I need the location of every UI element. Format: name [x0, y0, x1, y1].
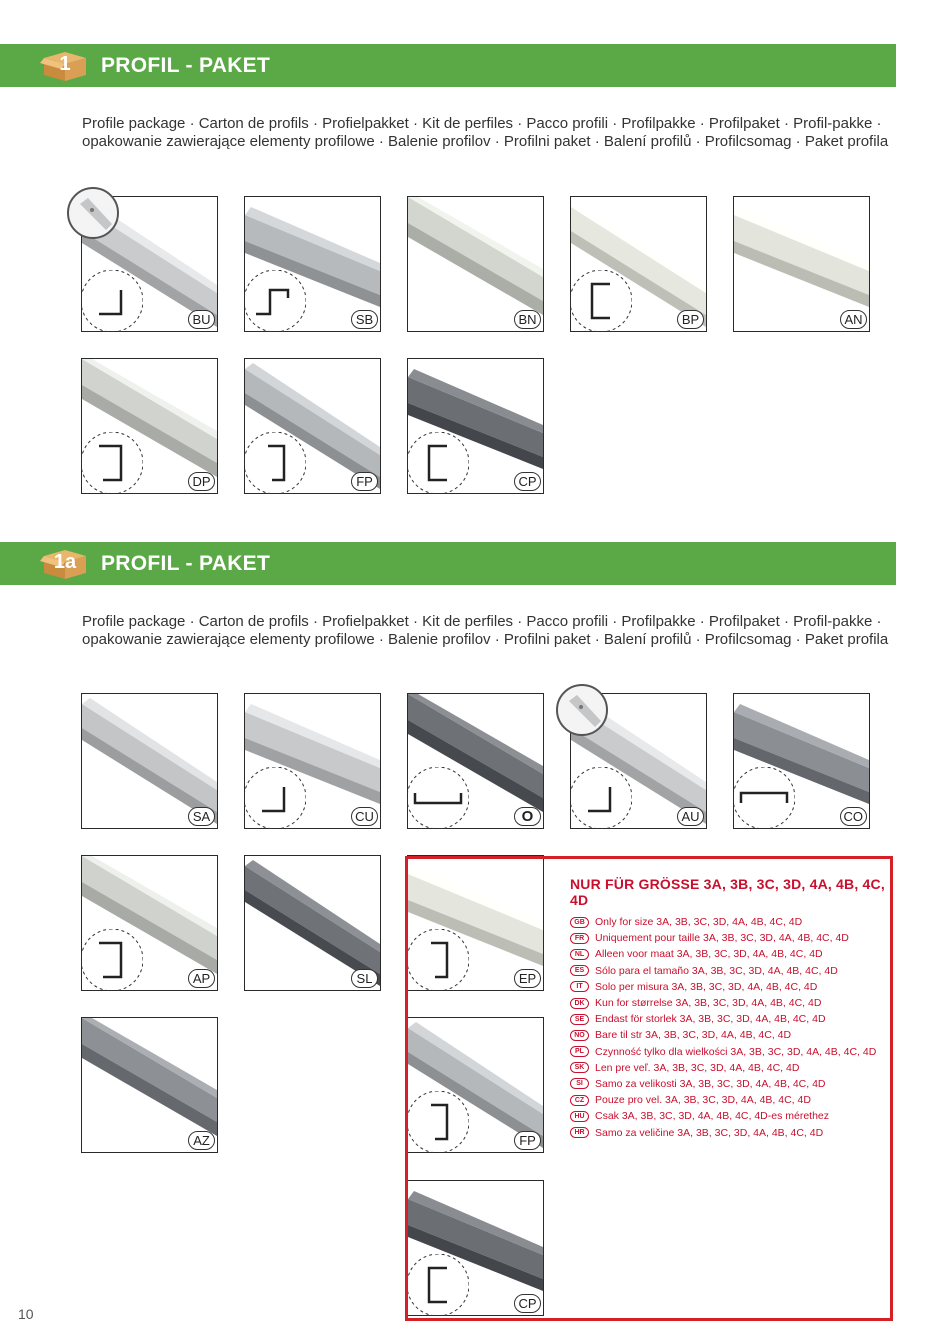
profile-card — [81, 855, 218, 991]
cross-section-icon — [570, 767, 632, 829]
size-restriction-text: Czynność tylko dla wielkości 3A, 3B, 3C, 3D, 4A, 4B, 4C, 4D — [595, 1045, 877, 1058]
profile-code-label: AU — [677, 807, 704, 826]
country-code-badge: CZ — [570, 1095, 589, 1106]
size-restriction-text: Endast för storlek 3A, 3B, 3C, 3D, 4A, 4B, 4C, 4D — [595, 1013, 826, 1026]
profile-code-label: BP — [677, 310, 704, 329]
cross-section-icon — [407, 767, 469, 829]
country-code-badge: HU — [570, 1111, 589, 1122]
profile-card — [81, 1017, 218, 1153]
section-description: Profile package · Carton de profils · Profielpakket · Kit de perfiles · Pacco profili · Profilpakke · Profilpaket · Profil-pakke · opakowanie zawierające elementy profilowe · Balenie profilov · Profilni paket · Balení profilů · Profilcsomag · Paket profila — [82, 115, 889, 150]
size-restriction-text: Alleen voor maat 3A, 3B, 3C, 3D, 4A, 4B, 4C, 4D — [595, 948, 823, 961]
cross-section-icon — [244, 432, 306, 494]
country-code-badge: SI — [570, 1078, 589, 1089]
country-code-badge: GB — [570, 917, 589, 928]
country-code-badge: SE — [570, 1014, 589, 1025]
size-restriction-text: Samo za velikosti 3A, 3B, 3C, 3D, 4A, 4B, 4C, 4D — [595, 1077, 826, 1090]
country-code-badge: DK — [570, 998, 589, 1009]
section-header-1a — [0, 542, 896, 585]
profile-card — [733, 693, 870, 829]
size-restriction-row — [570, 995, 895, 1011]
profile-code-label: BU — [188, 310, 215, 329]
magnifier-detail-icon — [555, 683, 609, 737]
magnifier-detail-icon — [66, 186, 120, 240]
country-code-badge: ES — [570, 965, 589, 976]
size-restriction-text: Sólo para el tamaño 3A, 3B, 3C, 3D, 4A, 4B, 4C, 4D — [595, 964, 838, 977]
size-restriction-note — [570, 876, 895, 1141]
cross-section-icon — [733, 767, 795, 829]
profile-card — [81, 358, 218, 494]
size-restriction-row — [570, 946, 895, 962]
profile-code-label: FP — [514, 1131, 541, 1150]
profile-code-label: SB — [351, 310, 378, 329]
size-restriction-row — [570, 1027, 895, 1043]
country-code-badge: FR — [570, 933, 589, 944]
country-code-badge: HR — [570, 1127, 589, 1138]
size-restriction-text: Bare til str 3A, 3B, 3C, 3D, 4A, 4B, 4C, 4D — [595, 1029, 792, 1042]
size-restriction-row — [570, 1044, 895, 1060]
country-code-badge: IT — [570, 981, 589, 992]
size-restriction-row — [570, 1011, 895, 1027]
cross-section-icon — [81, 270, 143, 332]
cross-section-icon — [244, 270, 306, 332]
profile-card — [244, 693, 381, 829]
size-restriction-row — [570, 963, 895, 979]
cross-section-icon — [407, 432, 469, 494]
size-restriction-row — [570, 1108, 895, 1124]
profile-card — [570, 693, 707, 829]
size-restriction-row — [570, 1092, 895, 1108]
profile-card — [81, 196, 218, 332]
profile-card — [244, 855, 381, 991]
profile-code-label: FP — [351, 472, 378, 491]
section-description: Profile package · Carton de profils · Profielpakket · Kit de perfiles · Pacco profili · Profilpakke · Profilpaket · Profil-pakke · opakowanie zawierające elementy profilowe · Balenie profilov · Profilni paket · Balení profilů · Profilcsomag · Paket profila — [82, 613, 889, 648]
profile-card — [570, 196, 707, 332]
profile-card — [407, 693, 544, 829]
size-restriction-text: Len pre veľ. 3A, 3B, 3C, 3D, 4A, 4B, 4C, 4D — [595, 1061, 800, 1074]
country-code-badge: NL — [570, 949, 589, 960]
profile-code-label: AZ — [188, 1131, 215, 1150]
section-header-1 — [0, 44, 896, 87]
cross-section-icon — [244, 767, 306, 829]
profile-code-label: CP — [514, 1294, 541, 1313]
size-restriction-text: Only for size 3A, 3B, 3C, 3D, 4A, 4B, 4C, 4D — [595, 916, 803, 929]
profile-code-label: SA — [188, 807, 215, 826]
section-title: PROFIL - PAKET — [101, 552, 271, 575]
size-restriction-text: Uniquement pour taille 3A, 3B, 3C, 3D, 4A, 4B, 4C, 4D — [595, 932, 849, 945]
profile-code-label: DP — [188, 472, 215, 491]
profile-card — [81, 693, 218, 829]
size-restriction-row — [570, 1076, 895, 1092]
size-restriction-text: Kun for størrelse 3A, 3B, 3C, 3D, 4A, 4B, 4C, 4D — [595, 997, 822, 1010]
profile-code-label: AN — [840, 310, 867, 329]
profile-code-label: CP — [514, 472, 541, 491]
cross-section-icon — [570, 270, 632, 332]
profile-code-label: SL — [351, 969, 378, 988]
country-code-badge: PL — [570, 1046, 589, 1057]
size-restriction-text: Samo za veličine 3A, 3B, 3C, 3D, 4A, 4B, 4C, 4D — [595, 1126, 824, 1139]
profile-card — [407, 358, 544, 494]
profile-code-label: O — [514, 807, 541, 826]
size-restriction-list — [570, 914, 895, 1141]
size-restriction-row — [570, 1124, 895, 1140]
section-title: PROFIL - PAKET — [101, 54, 271, 77]
profile-code-label: CO — [840, 807, 868, 826]
profile-card — [244, 358, 381, 494]
country-code-badge: SK — [570, 1062, 589, 1073]
size-restriction-row — [570, 979, 895, 995]
page-number: 10 — [18, 1306, 34, 1322]
size-restriction-heading: NUR FÜR GRÖSSE 3A, 3B, 3C, 3D, 4A, 4B, 4C, 4D — [570, 876, 885, 908]
profile-card — [407, 196, 544, 332]
section-number: 1 — [59, 53, 71, 75]
profile-code-label: CU — [351, 807, 378, 826]
size-restriction-text: Pouze pro vel. 3A, 3B, 3C, 3D, 4A, 4B, 4C, 4D — [595, 1094, 811, 1107]
cross-section-icon — [81, 432, 143, 494]
cross-section-icon — [81, 929, 143, 991]
country-code-badge: NO — [570, 1030, 589, 1041]
profile-code-label: EP — [514, 969, 541, 988]
profile-code-label: AP — [188, 969, 215, 988]
profile-code-label: BN — [514, 310, 541, 329]
size-restriction-row — [570, 1060, 895, 1076]
size-restriction-text: Csak 3A, 3B, 3C, 3D, 4A, 4B, 4C, 4D-es mérethez — [595, 1110, 830, 1123]
size-restriction-row — [570, 930, 895, 946]
section-number: 1a — [53, 551, 77, 573]
size-restriction-text: Solo per misura 3A, 3B, 3C, 3D, 4A, 4B, 4C, 4D — [595, 980, 818, 993]
profile-card — [244, 196, 381, 332]
size-restriction-row — [570, 914, 895, 930]
profile-card — [733, 196, 870, 332]
